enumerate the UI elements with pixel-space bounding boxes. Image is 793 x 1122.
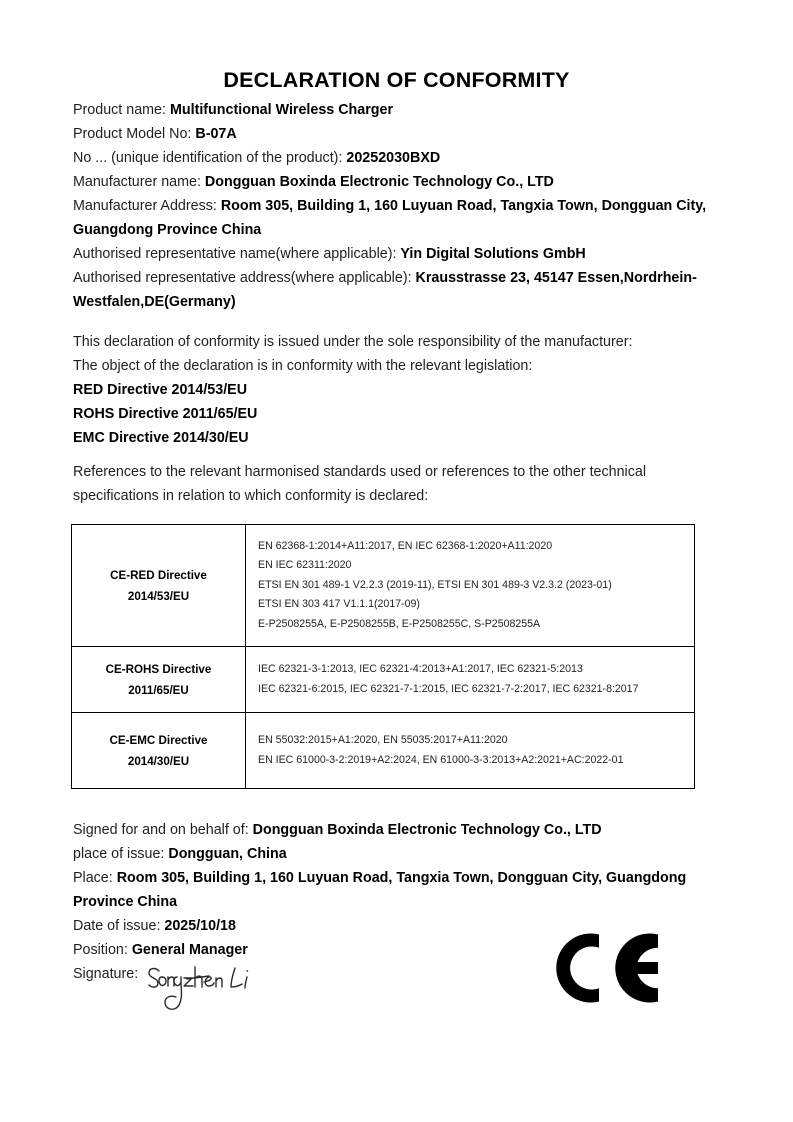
place-of-issue-value: Dongguan, China	[168, 846, 287, 862]
table-row	[72, 525, 695, 647]
page-title: DECLARATION OF CONFORMITY	[223, 68, 570, 92]
place-line	[73, 866, 721, 914]
place-of-issue-line	[73, 842, 721, 866]
product-unique-id-line	[73, 146, 721, 170]
directive-name-rohs: CE-ROHS Directive	[105, 662, 212, 676]
position-label: Position:	[73, 942, 132, 958]
directive-emc: EMC Directive 2014/30/EU	[73, 430, 249, 446]
standard-line: EN 62368-1:2014+A11:2017, EN IEC 62368-1:2020+A11:2020	[258, 539, 553, 552]
product-unique-id-value: 20252030BXD	[346, 150, 441, 166]
standard-line: IEC 62321-6:2015, IEC 62321-7-1:2015, IEC 62321-7-2:2017, IEC 62321-8:2017	[258, 682, 639, 695]
standards-cell-rohs	[246, 647, 695, 713]
directive-number-red: 2014/53/EU	[127, 589, 190, 603]
directive-number-emc: 2014/30/EU	[127, 754, 190, 768]
standards-cell-red	[246, 525, 695, 647]
handwritten-signature	[143, 957, 263, 1015]
signed-on-behalf-value: Dongguan Boxinda Electronic Technology Co., LTD	[252, 822, 602, 838]
product-model-line	[73, 122, 721, 146]
directive-name-red: CE-RED Directive	[110, 568, 207, 582]
representative-name-value: Yin Digital Solutions GmbH	[400, 246, 586, 262]
product-name-line	[73, 98, 721, 122]
product-name-label: Product name:	[73, 102, 170, 118]
representative-name-line	[73, 242, 721, 266]
manufacturer-address-label: Manufacturer Address:	[73, 198, 221, 214]
signed-on-behalf-line	[73, 818, 721, 842]
position-value: General Manager	[131, 942, 248, 958]
standard-line: EN IEC 61000-3-2:2019+A2:2024, EN 61000-3-3:2013+A2:2021+AC:2022-01	[258, 753, 624, 766]
declaration-block	[73, 330, 721, 450]
manufacturer-name-value: Dongguan Boxinda Electronic Technology Co., LTD	[204, 174, 554, 190]
directive-name-emc: CE-EMC Directive	[109, 733, 208, 747]
manufacturer-name-label: Manufacturer name:	[73, 174, 205, 190]
directive-cell-rohs	[72, 647, 246, 713]
signature-icon	[143, 957, 263, 1015]
references-block	[73, 460, 721, 508]
authorised-representative-block	[73, 242, 721, 314]
representative-address-line	[73, 266, 721, 314]
standard-line: EN 55032:2015+A1:2020, EN 55035:2017+A11:2020	[258, 734, 508, 746]
place-value: Room 305, Building 1, 160 Luyuan Road, Tangxia Town, Dongguan City, Guangdong Province China	[73, 870, 687, 910]
standard-line: EN IEC 62311:2020	[258, 559, 352, 572]
ce-mark	[552, 926, 664, 1010]
date-of-issue-label: Date of issue:	[73, 918, 165, 934]
date-of-issue-value: 2025/10/18	[164, 918, 236, 934]
product-info-block	[73, 98, 721, 242]
product-model-value: B-07A	[195, 126, 237, 142]
table-row	[72, 713, 695, 789]
harmonised-standards-table	[71, 524, 695, 789]
manufacturer-address-line	[73, 194, 721, 242]
directive-rohs: ROHS Directive 2011/65/EU	[73, 406, 258, 422]
product-name-value: Multifunctional Wireless Charger	[169, 102, 394, 118]
product-model-label: Product Model No:	[73, 126, 196, 142]
place-label: Place:	[73, 870, 117, 886]
representative-name-label: Authorised representative name(where applicable):	[73, 246, 401, 262]
responsibility-statement: This declaration of conformity is issued under the sole responsibility of the manufacturer:	[73, 334, 633, 350]
object-statement: The object of the declaration is in conformity with the relevant legislation:	[73, 358, 533, 374]
directive-cell-red	[72, 525, 246, 647]
manufacturer-name-line	[73, 170, 721, 194]
directive-red: RED Directive 2014/53/EU	[73, 382, 248, 398]
directive-cell-emc	[72, 713, 246, 789]
standard-line: E-P2508255A, E-P2508255B, E-P2508255C, S-P2508255A	[258, 617, 541, 630]
references-paragraph: References to the relevant harmonised standards used or references to the other technical specifications in relation to which conformity is declared:	[73, 464, 646, 504]
product-unique-id-label: No ... (unique identification of the product):	[73, 150, 347, 166]
standard-line: ETSI EN 303 417 V1.1.1(2017-09)	[258, 598, 420, 611]
representative-address-label: Authorised representative address(where applicable):	[73, 270, 416, 286]
standard-line: IEC 62321-3-1:2013, IEC 62321-4:2013+A1:2017, IEC 62321-5:2013	[258, 663, 583, 675]
place-of-issue-label: place of issue:	[73, 846, 169, 862]
directive-number-rohs: 2011/65/EU	[128, 683, 189, 697]
ce-logo-icon	[552, 926, 664, 1010]
standards-cell-emc	[246, 713, 695, 789]
standard-line: ETSI EN 301 489-1 V2.2.3 (2019-11), ETSI EN 301 489-3 V2.3.2 (2023-01)	[258, 578, 612, 591]
representative-address-value: Krausstrasse 23, 45147 Essen,Nordrhein-Westfalen,DE(Germany)	[73, 270, 697, 310]
signature-label: Signature:	[73, 966, 139, 982]
signed-on-behalf-label: Signed for and on behalf of:	[73, 822, 253, 838]
manufacturer-address-value: Room 305, Building 1, 160 Luyuan Road, Tangxia Town, Dongguan City, Guangdong Province China	[73, 198, 707, 238]
table-row	[72, 647, 695, 713]
